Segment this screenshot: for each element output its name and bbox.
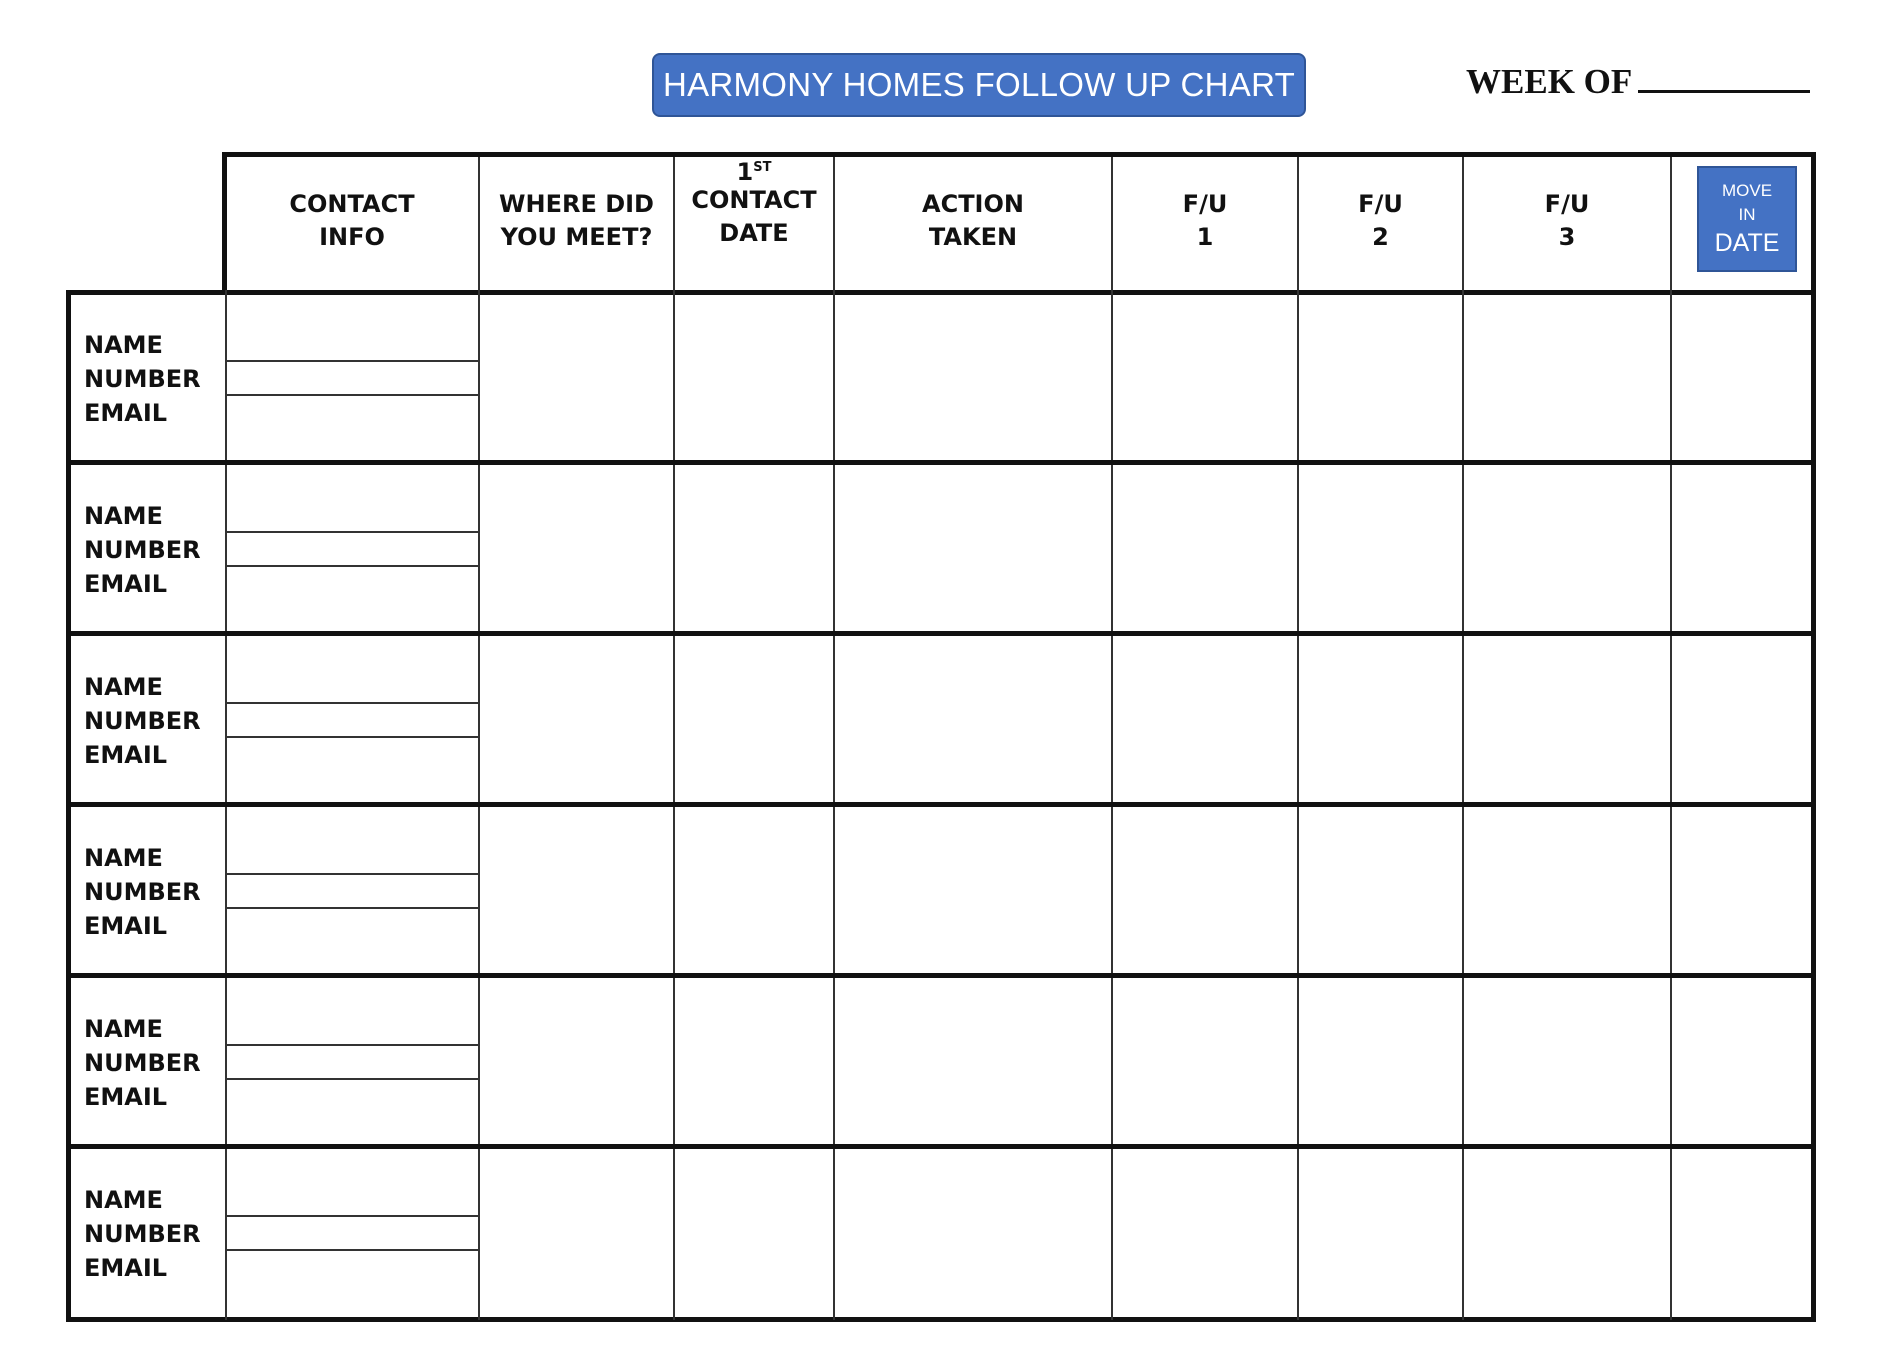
row-separator bbox=[66, 802, 1816, 807]
col-header-move-in-date: MOVE IN DATE bbox=[1697, 166, 1797, 272]
contact-subline bbox=[226, 565, 478, 567]
row-label-1: NAME NUMBER EMAIL bbox=[84, 331, 201, 427]
contact-subline bbox=[226, 702, 478, 704]
week-of-field[interactable] bbox=[1466, 60, 1810, 102]
contact-subline bbox=[226, 360, 478, 362]
row-separator bbox=[66, 1144, 1816, 1149]
chart-title: HARMONY HOMES FOLLOW UP CHART bbox=[652, 53, 1306, 117]
row-label-5: NAME NUMBER EMAIL bbox=[84, 1015, 201, 1111]
contact-subline bbox=[226, 1044, 478, 1046]
col-header-contact-info: CONTACT INFO bbox=[289, 190, 415, 251]
col-header-fu-3: F/U 3 bbox=[1544, 190, 1590, 251]
row-separator bbox=[66, 460, 1816, 465]
week-of-blank-line[interactable] bbox=[1638, 60, 1810, 93]
contact-subline bbox=[226, 873, 478, 875]
row-label-4: NAME NUMBER EMAIL bbox=[84, 844, 201, 940]
row-label-3: NAME NUMBER EMAIL bbox=[84, 673, 201, 769]
contact-subline bbox=[226, 1078, 478, 1080]
col-header-fu-2: F/U 2 bbox=[1358, 190, 1403, 251]
col-header-fu-1: F/U 1 bbox=[1182, 190, 1228, 251]
contact-subline bbox=[226, 736, 478, 738]
row-label-2: NAME NUMBER EMAIL bbox=[84, 502, 201, 598]
row-separator bbox=[66, 973, 1816, 978]
col-header-first-contact-date: 1ST CONTACT DATE bbox=[691, 158, 817, 247]
contact-subline bbox=[226, 531, 478, 533]
contact-subline bbox=[226, 394, 478, 396]
col-header-action-taken: ACTION TAKEN bbox=[922, 190, 1024, 251]
contact-subline bbox=[226, 1249, 478, 1251]
contact-subline bbox=[226, 1215, 478, 1217]
row-separator bbox=[66, 631, 1816, 636]
contact-subline bbox=[226, 907, 478, 909]
week-of-label: WEEK OF bbox=[1466, 62, 1633, 101]
col-header-where-met: WHERE DID YOU MEET? bbox=[499, 190, 654, 251]
row-label-6: NAME NUMBER EMAIL bbox=[84, 1186, 201, 1282]
